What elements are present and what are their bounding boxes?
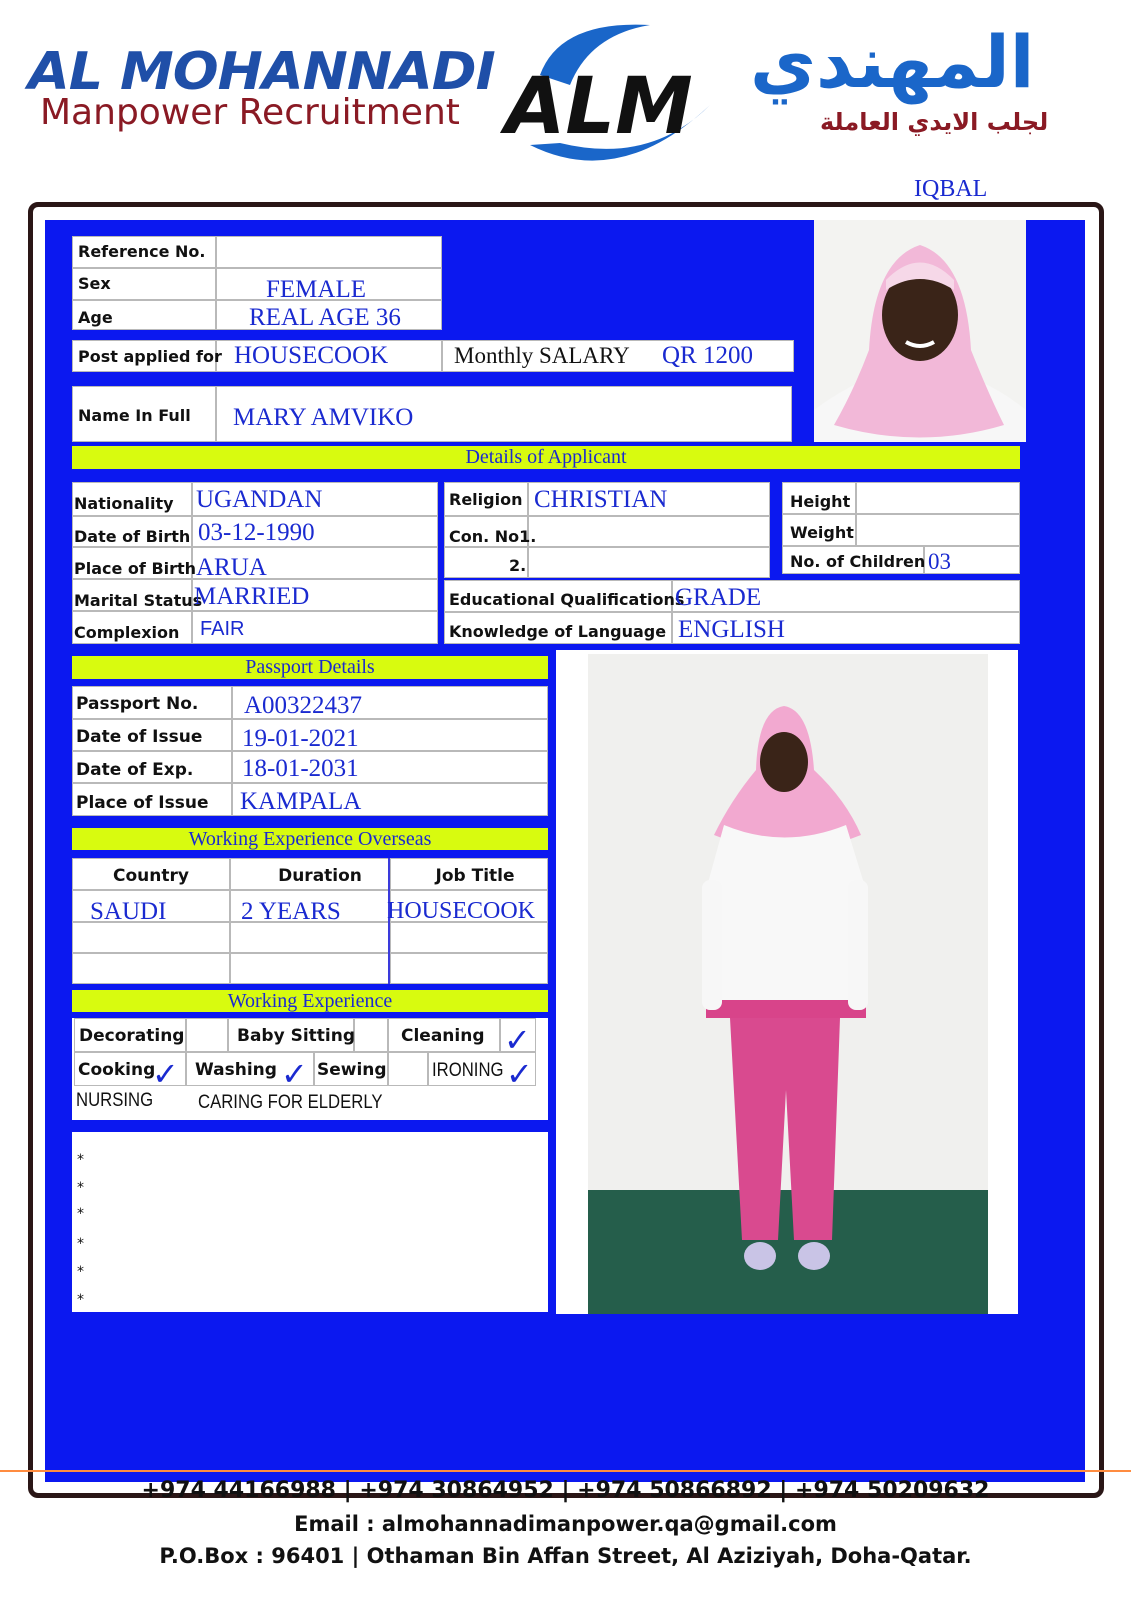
religion-value: CHRISTIAN bbox=[534, 486, 668, 513]
skill-decorating-check-cell bbox=[186, 1018, 228, 1052]
details-section-title: Details of Applicant bbox=[72, 446, 1020, 469]
con2-label: 2. bbox=[509, 556, 527, 575]
note-bullet: * bbox=[77, 1152, 84, 1168]
name-value: MARY AMVIKO bbox=[233, 404, 414, 431]
note-bullet: * bbox=[77, 1180, 84, 1196]
sex-value: FEMALE bbox=[266, 276, 366, 303]
salary-label: Monthly SALARY bbox=[454, 343, 630, 368]
skill-sewing: Sewing bbox=[317, 1060, 387, 1080]
skill-caring-elderly: CARING FOR ELDERLY bbox=[198, 1092, 383, 1113]
marital-label: Marital Status bbox=[74, 591, 203, 610]
note-bullet: * bbox=[77, 1206, 84, 1222]
height-value-cell bbox=[856, 482, 1020, 514]
passport-section-title: Passport Details bbox=[72, 656, 548, 679]
issue-value: 19-01-2021 bbox=[242, 725, 359, 752]
children-value: 03 bbox=[928, 549, 951, 574]
passport-no-label: Passport No. bbox=[76, 694, 199, 714]
footer-email: Email : almohannadimanpower.qa@gmail.com bbox=[294, 1512, 837, 1536]
skill-decorating: Decorating bbox=[79, 1026, 185, 1046]
name-label: Name In Full bbox=[78, 406, 191, 425]
complexion-value: FAIR bbox=[200, 618, 245, 640]
language-label: Knowledge of Language bbox=[449, 622, 667, 641]
skill-babysitting-check-cell bbox=[354, 1018, 388, 1052]
headshot-illustration bbox=[814, 220, 1026, 442]
reference-label: Reference No. bbox=[78, 242, 206, 261]
nationality-value: UGANDAN bbox=[196, 486, 323, 513]
col-duration-header: Duration bbox=[278, 866, 362, 886]
headshot-photo bbox=[814, 220, 1026, 442]
brand-subtitle: Manpower Recruitment bbox=[40, 92, 460, 133]
height-label: Height bbox=[790, 492, 851, 511]
footer-divider bbox=[0, 1470, 1131, 1472]
ironing-check-icon: ✓ bbox=[506, 1055, 533, 1093]
row2-duration-cell bbox=[230, 922, 390, 953]
skill-cleaning: Cleaning bbox=[401, 1026, 485, 1046]
note-bullet: * bbox=[77, 1264, 84, 1280]
note-bullet: * bbox=[77, 1292, 84, 1308]
skill-baby-sitting: Baby Sitting bbox=[237, 1026, 356, 1046]
full-body-illustration bbox=[556, 650, 1018, 1314]
con1-label: Con. No1. bbox=[449, 527, 537, 546]
agent-name: IQBAL bbox=[914, 176, 988, 202]
con1-value-cell bbox=[528, 516, 770, 547]
row3-job-cell bbox=[390, 953, 548, 984]
skill-nursing: NURSING bbox=[76, 1090, 154, 1111]
washing-check-icon: ✓ bbox=[281, 1055, 308, 1093]
footer-address: P.O.Box : 96401 | Othaman Bin Affan Street, Al Aziziyah, Doha-Qatar. bbox=[159, 1544, 972, 1568]
row1-job: HOUSECOOK bbox=[387, 898, 536, 924]
overseas-section-title: Working Experience Overseas bbox=[72, 828, 548, 850]
complexion-label: Complexion bbox=[74, 623, 180, 642]
reference-value-cell bbox=[216, 236, 442, 268]
age-label: Age bbox=[78, 308, 113, 327]
con2-value-cell bbox=[528, 547, 770, 578]
dob-value: 03-12-1990 bbox=[198, 519, 315, 546]
arabic-brand-name: المهندي bbox=[750, 20, 1035, 104]
skill-sewing-check-cell bbox=[388, 1052, 428, 1086]
row1-country: SAUDI bbox=[90, 898, 167, 925]
language-value: ENGLISH bbox=[678, 616, 785, 643]
dob-label: Date of Birth bbox=[74, 527, 191, 546]
full-body-photo bbox=[556, 650, 1018, 1314]
skill-cooking: Cooking bbox=[78, 1060, 156, 1080]
cleaning-check-icon: ✓ bbox=[504, 1021, 531, 1059]
arabic-brand-subtitle: لجلب الايدي العاملة bbox=[820, 108, 1049, 136]
post-label: Post applied for bbox=[78, 347, 222, 366]
weight-label: Weight bbox=[790, 523, 854, 542]
col-country-header: Country bbox=[113, 866, 189, 886]
note-bullet: * bbox=[77, 1236, 84, 1252]
exp-label: Date of Exp. bbox=[76, 760, 194, 780]
cooking-check-icon: ✓ bbox=[152, 1055, 179, 1093]
skill-washing: Washing bbox=[195, 1060, 277, 1080]
exp-value: 18-01-2031 bbox=[242, 755, 359, 782]
nationality-label: Nationality bbox=[74, 494, 174, 513]
age-value: REAL AGE 36 bbox=[249, 304, 401, 331]
issue-label: Date of Issue bbox=[76, 727, 203, 747]
row2-country-cell bbox=[72, 922, 230, 953]
post-value: HOUSECOOK bbox=[234, 342, 389, 369]
place-value: KAMPALA bbox=[240, 788, 362, 815]
place-label: Place of Issue bbox=[76, 793, 209, 813]
notes-box bbox=[72, 1132, 548, 1312]
alm-logo bbox=[500, 15, 740, 175]
row1-duration: 2 YEARS bbox=[241, 898, 341, 925]
experience-section-title: Working Experience bbox=[72, 990, 548, 1012]
religion-label: Religion bbox=[449, 490, 523, 509]
skill-ironing: IRONING bbox=[432, 1060, 504, 1081]
education-value: GRADE bbox=[675, 584, 762, 611]
pob-label: Place of Birth bbox=[74, 559, 197, 578]
weight-value-cell bbox=[856, 514, 1020, 546]
logo-text: ALM bbox=[505, 62, 693, 152]
col-job-header: Job Title bbox=[435, 866, 515, 886]
children-label: No. of Children bbox=[790, 552, 926, 571]
row3-duration-cell bbox=[230, 953, 390, 984]
education-label: Educational Qualifications bbox=[449, 590, 685, 609]
passport-no-value: A00322437 bbox=[244, 692, 363, 719]
salary-value: QR 1200 bbox=[662, 342, 753, 369]
pob-value: ARUA bbox=[196, 554, 267, 581]
row2-job-cell bbox=[390, 922, 548, 953]
row3-country-cell bbox=[72, 953, 230, 984]
footer-phones: +974 44166988 | +974 30864952 | +974 50866892 | +974 50209632 bbox=[141, 1478, 990, 1503]
sex-label: Sex bbox=[78, 274, 111, 293]
marital-value: MARRIED bbox=[194, 583, 310, 610]
brand-name: AL MOHANNADI bbox=[28, 41, 495, 102]
